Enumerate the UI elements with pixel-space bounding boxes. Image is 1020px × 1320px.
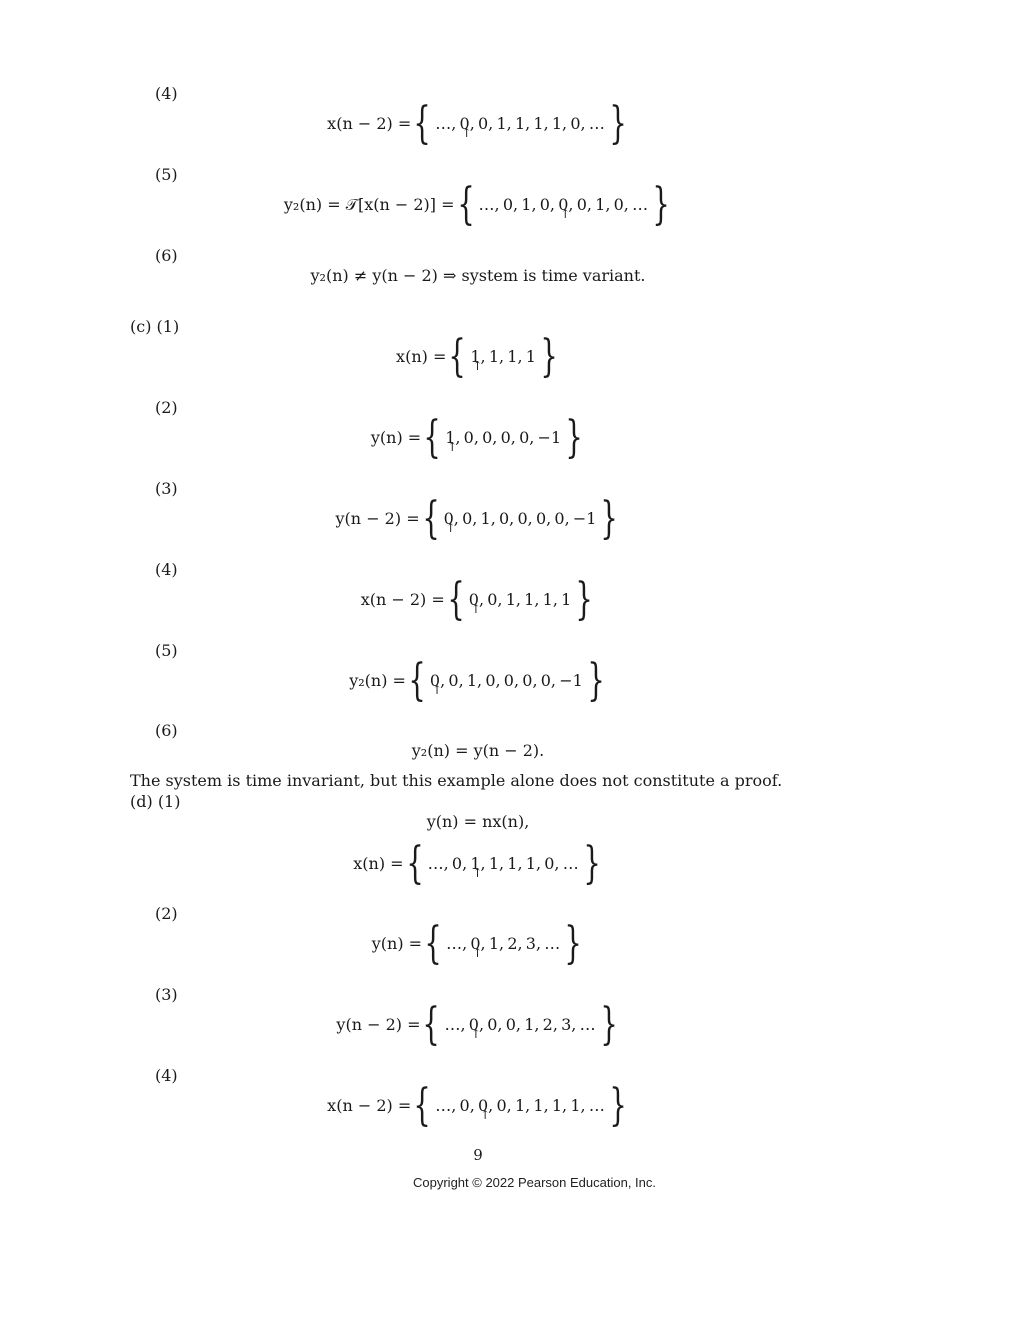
sequence-value: 0, — [576, 195, 592, 214]
equation-lhs: y(n − 2) = — [335, 509, 420, 528]
equation-lhs: x(n − 2) = — [360, 590, 445, 609]
sequence-values — [428, 671, 585, 691]
sequence-value: 1, — [507, 347, 523, 366]
sequence-value: 1, — [570, 1096, 586, 1115]
sequence-value: 0, — [448, 671, 464, 690]
left-brace: { — [424, 918, 442, 969]
sequence-value: −1 — [537, 428, 562, 447]
sequence-value: 3, — [561, 1015, 577, 1034]
equation-sequence — [0, 838, 956, 889]
sequence-value: 1, — [505, 590, 521, 609]
sequence-value: 1, — [595, 195, 611, 214]
sequence-value: 0, — [544, 854, 560, 873]
equation-sequence — [0, 1080, 956, 1131]
sequence-values — [433, 1096, 607, 1116]
right-brace: } — [600, 493, 619, 544]
right-brace: } — [599, 999, 618, 1050]
sequence-value: −1 — [572, 509, 597, 528]
item-label: (3) — [155, 479, 178, 498]
sequence-origin-value: 1, ↑ — [470, 854, 485, 874]
sequence-value: …, — [435, 1096, 457, 1115]
sequence-values — [444, 934, 562, 954]
sequence-value: 1, — [533, 1096, 549, 1115]
sequence-origin-value: 0, ↑ — [469, 1015, 484, 1035]
left-brace: { — [408, 655, 426, 706]
sequence-value: 0, — [502, 195, 519, 214]
sequence-value: …, — [446, 934, 468, 953]
sequence-value: …, — [444, 1015, 466, 1034]
equation-sequence — [0, 918, 956, 969]
sequence-origin-value: 0, ↑ — [460, 114, 475, 134]
equation-lhs: x(n) = — [353, 854, 404, 873]
sequence-value: 1 — [525, 347, 536, 366]
right-brace: } — [609, 1080, 627, 1131]
sequence-value: 1, — [514, 1096, 531, 1115]
sequence-value: 0, — [485, 671, 501, 690]
item-label: (d) (1) — [130, 792, 181, 811]
left-brace: { — [413, 1080, 431, 1131]
sequence-value: 0, — [505, 1015, 521, 1034]
sequence-value: 0, — [519, 428, 535, 447]
sequence-value: 1, — [488, 347, 505, 366]
right-brace: } — [565, 412, 583, 463]
sequence-value: 0, — [482, 428, 498, 447]
right-brace: } — [587, 655, 605, 706]
sequence-value: 0, — [540, 671, 556, 690]
sequence-value: 0, — [535, 509, 552, 528]
sequence-value: 0, — [478, 114, 494, 133]
equation-lhs: x(n − 2) = — [327, 114, 412, 133]
sequence-value: 0, — [554, 509, 570, 528]
right-brace: } — [575, 574, 593, 625]
sequence-value: 0, — [500, 428, 516, 447]
item-label: (4) — [155, 560, 178, 579]
item-label: (2) — [155, 398, 178, 417]
sequence-value: 1, — [551, 114, 568, 133]
copyright-notice: Copyright © 2022 Pearson Education, Inc. — [413, 1175, 657, 1190]
sequence-value: 1, — [488, 934, 505, 953]
left-brace: { — [422, 999, 441, 1050]
left-brace: { — [421, 493, 440, 544]
right-brace: } — [583, 838, 601, 889]
sequence-value: … — [588, 1096, 605, 1115]
sequence-origin-value: 1, ↑ — [445, 428, 460, 448]
left-brace: { — [423, 412, 441, 463]
equation-lhs: y(n) = — [371, 934, 423, 953]
sequence-origin-value: 0, ↑ — [430, 671, 445, 691]
equation-lhs: y(n − 2) = — [336, 1015, 421, 1034]
sequence-origin-value: 0, ↑ — [558, 195, 573, 215]
sequence-values — [443, 428, 563, 448]
sequence-value: 1, — [524, 1015, 540, 1034]
equation-statement: y₂(n) = y(n − 2). — [411, 741, 545, 760]
sequence-value: … — [562, 854, 579, 873]
item-label: (2) — [155, 904, 178, 923]
equation-sequence — [0, 574, 956, 625]
equation-sequence — [0, 331, 956, 382]
left-brace: { — [447, 574, 465, 625]
sequence-value: 0, — [499, 509, 515, 528]
sequence-value: 1, — [525, 854, 542, 873]
sequence-value: 1, — [488, 854, 505, 873]
equation-text — [0, 812, 956, 832]
sequence-origin-value: 1, ↑ — [470, 347, 485, 367]
item-label: (4) — [155, 84, 178, 103]
sequence-value: 0, — [462, 509, 478, 528]
sequence-values — [467, 590, 574, 610]
sequence-origin-value: 0, ↑ — [478, 1096, 493, 1116]
sequence-value: 1, — [551, 1096, 568, 1115]
sequence-value: …, — [427, 854, 449, 873]
sequence-values — [426, 854, 581, 874]
sequence-value: 1, — [521, 195, 537, 214]
right-brace: } — [564, 918, 582, 969]
sequence-value: 0, — [463, 428, 479, 447]
sequence-origin-value: 0, ↑ — [469, 590, 484, 610]
item-label: (6) — [155, 721, 178, 740]
sequence-value: …, — [478, 195, 500, 214]
item-label: (6) — [155, 246, 178, 265]
sequence-value: 1, — [466, 671, 483, 690]
sequence-value: 0, — [487, 590, 503, 609]
sequence-value: 0, — [570, 114, 586, 133]
sequence-values — [442, 1015, 597, 1035]
item-label: (5) — [155, 165, 178, 184]
left-brace: { — [456, 179, 475, 230]
sequence-value: 1, — [514, 114, 531, 133]
equation-sequence — [0, 98, 956, 149]
sequence-origin-value: 0, ↑ — [470, 934, 485, 954]
right-brace: } — [540, 331, 558, 382]
item-label: (5) — [155, 641, 178, 660]
equation-sequence — [0, 999, 956, 1050]
equation-lhs: y(n) = — [370, 428, 422, 447]
sequence-values — [442, 509, 599, 529]
sequence-value: 0, — [539, 195, 556, 214]
sequence-value: … — [544, 934, 561, 953]
sequence-value: 0, — [613, 195, 629, 214]
equation-sequence — [0, 493, 956, 544]
sequence-value: 0, — [496, 1096, 512, 1115]
equation-text — [0, 741, 956, 761]
left-brace: { — [405, 838, 424, 889]
sequence-value: 0, — [487, 1015, 503, 1034]
sequence-origin-value: 0, ↑ — [444, 509, 459, 529]
equation-lhs: x(n) = — [396, 347, 447, 366]
sequence-value: 1, — [507, 854, 523, 873]
equation-lhs: x(n − 2) = — [327, 1096, 412, 1115]
equation-text — [0, 266, 956, 286]
sequence-value: −1 — [559, 671, 583, 690]
item-label: (3) — [155, 985, 178, 1004]
sequence-value: 0, — [517, 509, 533, 528]
sequence-value: …, — [435, 114, 457, 133]
sequence-value: 2, — [507, 934, 523, 953]
sequence-value: … — [588, 114, 605, 133]
sequence-value: 2, — [542, 1015, 558, 1034]
sequence-values — [468, 347, 538, 367]
item-label: (c) (1) — [130, 317, 180, 336]
equation-sequence — [0, 412, 956, 463]
sequence-value: 0, — [522, 671, 538, 690]
sequence-values — [477, 195, 651, 215]
equation-statement: y₂(n) ≠ y(n − 2) ⇒ system is time variant. — [310, 266, 646, 285]
equation-lhs: y₂(n) = — [349, 671, 406, 690]
sequence-value: 0, — [503, 671, 520, 690]
body-paragraph: The system is time invariant, but this example alone does not constitute a proof. — [130, 771, 783, 790]
equation-statement: y(n) = nx(n), — [426, 812, 530, 831]
left-brace: { — [448, 331, 467, 382]
sequence-value: … — [579, 1015, 596, 1034]
equation-sequence — [0, 179, 956, 230]
sequence-value: 1, — [524, 590, 540, 609]
equation-lhs: y₂(n) = 𝒯[x(n − 2)] = — [283, 195, 455, 214]
sequence-value: … — [632, 195, 649, 214]
right-brace: } — [609, 98, 627, 149]
left-brace: { — [413, 98, 431, 149]
sequence-value: 1, — [542, 590, 558, 609]
equation-sequence — [0, 655, 956, 706]
page-number: 9 — [473, 1146, 483, 1164]
sequence-value: 1, — [533, 114, 549, 133]
sequence-value: 1 — [561, 590, 572, 609]
sequence-values — [433, 114, 607, 134]
sequence-value: 0, — [459, 1096, 475, 1115]
sequence-value: 3, — [525, 934, 542, 953]
sequence-value: 1, — [496, 114, 512, 133]
sequence-value: 1, — [480, 509, 496, 528]
sequence-value: 0, — [451, 854, 468, 873]
item-label: (4) — [155, 1066, 178, 1085]
right-brace: } — [652, 179, 670, 230]
